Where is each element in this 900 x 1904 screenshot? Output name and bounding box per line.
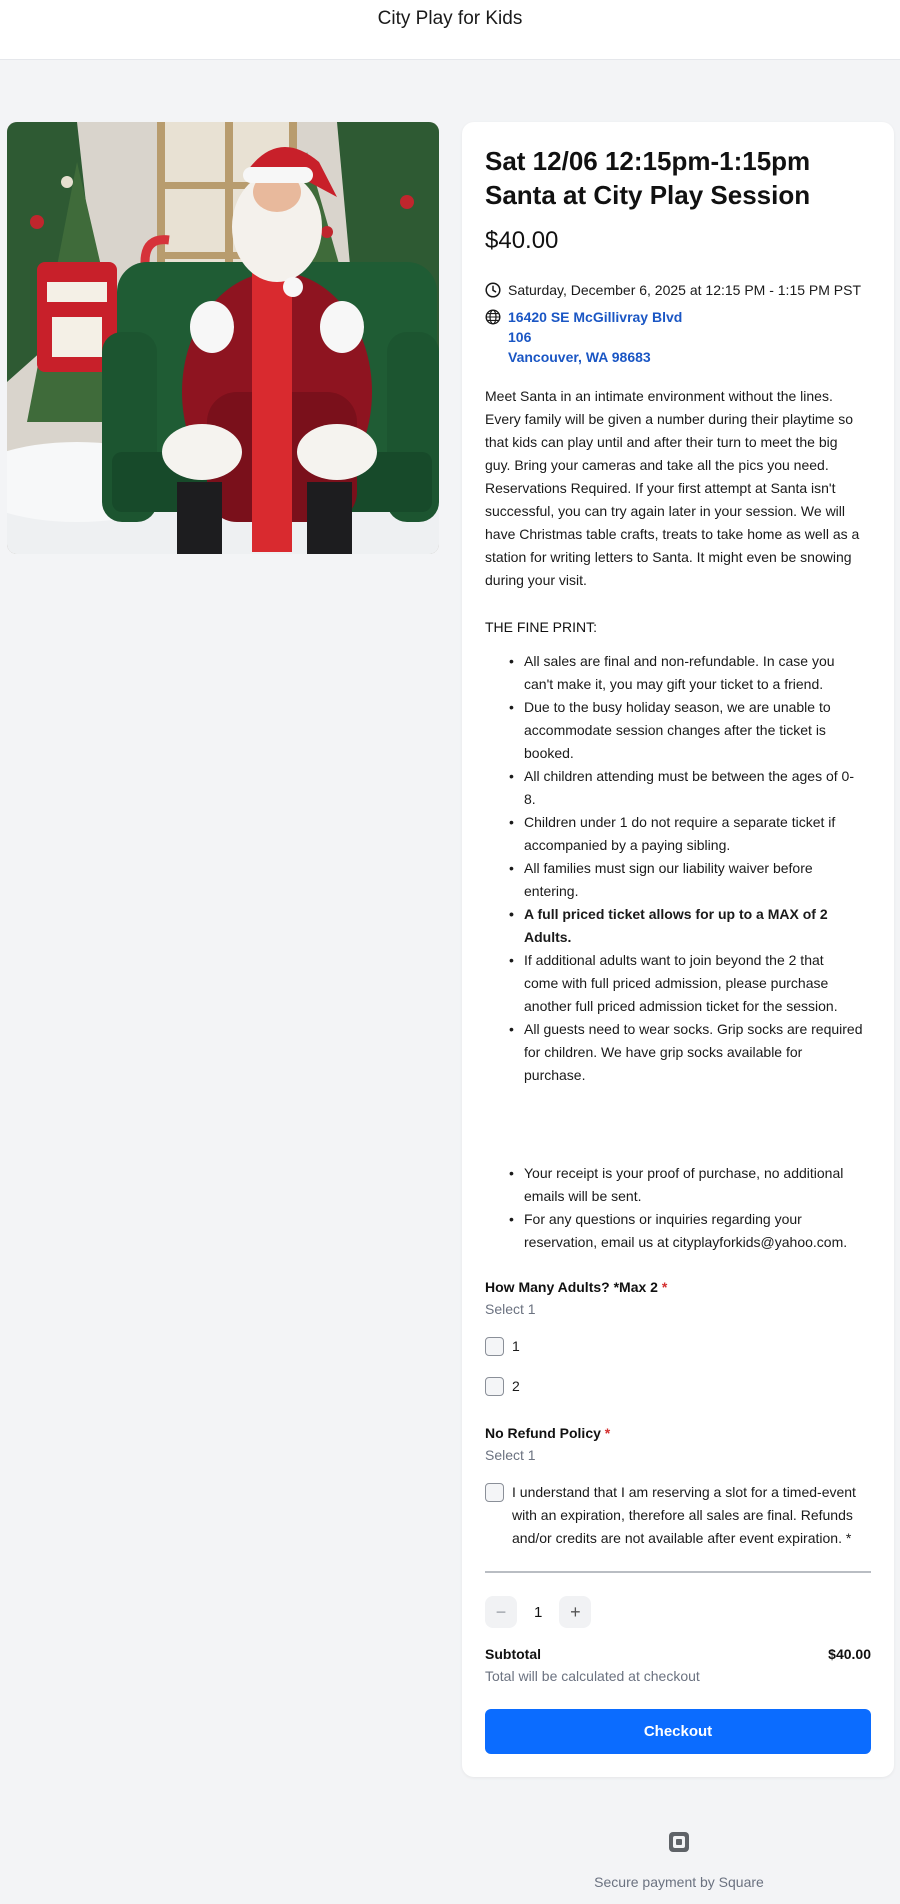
policy-question-text: No Refund Policy [485, 1425, 601, 1441]
fine-print-line: accommodate session changes after the ticket is [524, 722, 826, 738]
product-card [462, 122, 894, 1777]
event-title-line: Santa at City Play Session [485, 180, 811, 210]
fine-print-line: reservation, email us at cityplayforkids@yahoo.com. [524, 1234, 848, 1250]
fine-print-line: for children. We have grip socks available for [524, 1044, 803, 1060]
quantity-value: 1 [534, 1603, 543, 1621]
fine-print-line: can't make it, you may gift your ticket to a friend. [524, 676, 824, 692]
fine-print-item [485, 857, 871, 903]
fine-print-line: entering. [524, 883, 579, 899]
policy-option-label [512, 1481, 870, 1550]
quantity-stepper [485, 1596, 591, 1628]
plus-icon: + [570, 1602, 581, 1622]
fine-print-line: • All guests need to wear socks. Grip socks are required [524, 1021, 863, 1037]
adults-option-2-label: 2 [512, 1378, 520, 1394]
description-line: have Christmas table crafts, treats to take home as well as a [485, 526, 860, 542]
policy-line: I understand that I am reserving a slot for a timed-event [512, 1484, 856, 1500]
decrease-quantity-button[interactable] [485, 1596, 517, 1628]
fine-print-item [485, 1162, 871, 1208]
address-link[interactable] [508, 307, 682, 367]
fine-print-line: • If additional adults want to join beyond the 2 that [524, 952, 824, 968]
policy-checkbox[interactable] [485, 1483, 504, 1502]
address-line: 106 [508, 329, 532, 345]
event-datetime [485, 280, 861, 300]
adults-option-1-checkbox[interactable] [485, 1337, 504, 1356]
fine-print-line: • Your receipt is your proof of purchase, no additional [524, 1165, 844, 1181]
policy-option[interactable] [485, 1483, 870, 1550]
address-line: Vancouver, WA 98683 [508, 349, 651, 365]
adults-question-hint: Select 1 [485, 1301, 536, 1317]
fine-print-line: another full priced admission ticket for the session. [524, 998, 838, 1014]
description-line: that kids can play until and after their turn to meet the big [485, 434, 838, 450]
fine-print-line: come with full priced admission, please purchase [524, 975, 829, 991]
fine-print-line: • Children under 1 do not require a separate ticket if [524, 814, 836, 830]
section-divider [485, 1571, 871, 1573]
fine-print-line: • Due to the busy holiday season, we are unable to [524, 699, 831, 715]
adults-question-text: How Many Adults? *Max 2 [485, 1279, 658, 1295]
event-datetime-text: Saturday, December 6, 2025 at 12:15 PM - 1:15 PM PST [508, 282, 862, 298]
address-line: 16420 SE McGillivray Blvd [508, 309, 683, 325]
fine-print-line: booked. [524, 745, 574, 761]
fine-print-line: • All families must sign our liability waiver before [524, 860, 813, 876]
globe-icon [485, 309, 501, 325]
fine-print-item [485, 1208, 871, 1254]
fine-print-line: • For any questions or inquiries regarding your [524, 1211, 802, 1227]
fine-print-item [485, 811, 871, 857]
fine-print-line: 8. [524, 791, 536, 807]
adults-question-label [485, 1277, 667, 1297]
policy-line: and/or credits are not available after event expiration. * [512, 1530, 852, 1546]
subtotal-note: Total will be calculated at checkout [485, 1668, 700, 1684]
description-line: during your visit. [485, 572, 587, 588]
subtotal-label: Subtotal [485, 1646, 541, 1662]
checkout-button[interactable]: Checkout [485, 1709, 871, 1754]
description-line: successful, you can try again later in your session. We will [485, 503, 846, 519]
adults-option-2-checkbox[interactable] [485, 1377, 504, 1396]
fine-print-item [485, 765, 871, 811]
fine-print-line: • All sales are final and non-refundable. In case you [524, 653, 835, 669]
required-marker: * [661, 1279, 668, 1295]
policy-line: with an expiration, therefore all sales are final. Refunds [512, 1507, 853, 1523]
event-title [485, 144, 871, 212]
fine-print-line: purchase. [524, 1067, 586, 1083]
fine-print-line: emails will be sent. [524, 1188, 642, 1204]
description-line: Reservations Required. If your first attempt at Santa isn't [485, 480, 836, 496]
event-address [485, 307, 682, 367]
adults-option-1[interactable] [485, 1337, 520, 1356]
fine-print-list-secondary [485, 1162, 871, 1254]
square-logo-icon [668, 1831, 690, 1853]
fine-print-line: accompanied by a paying sibling. [524, 837, 731, 853]
price: $40.00 [485, 227, 559, 254]
clock-icon [485, 282, 501, 298]
fine-print-list [485, 650, 871, 1087]
fine-print-item [485, 650, 871, 696]
adults-option-2[interactable] [485, 1377, 520, 1396]
event-title-line: Sat 12/06 12:15pm-1:15pm [485, 146, 811, 176]
description-line: station for writing letters to Santa. It might even be snowing [485, 549, 852, 565]
description-line: Meet Santa in an intimate environment without the lines. [485, 388, 833, 404]
fine-print-item [485, 1018, 871, 1087]
fine-print-heading: THE FINE PRINT: [485, 619, 598, 635]
description-line: guy. Bring your cameras and take all the pics you need. [485, 457, 829, 473]
increase-quantity-button[interactable] [559, 1596, 591, 1628]
site-header [0, 0, 900, 60]
secure-payment-note: Secure payment by Square [594, 1874, 764, 1890]
adults-option-1-label: 1 [512, 1338, 520, 1354]
event-description [485, 385, 871, 592]
fine-print-item [485, 949, 871, 1018]
product-image [7, 122, 439, 554]
fine-print-line: Adults. [524, 929, 572, 945]
policy-question-hint: Select 1 [485, 1447, 536, 1463]
fine-print-item [485, 696, 871, 765]
fine-print-item-emphasis [485, 903, 871, 949]
fine-print-line: • All children attending must be between the ages of 0- [524, 768, 854, 784]
store-name[interactable]: City Play for Kids [377, 8, 523, 29]
description-line: Every family will be given a number during their playtime so [485, 411, 854, 427]
subtotal-value: $40.00 [828, 1646, 871, 1662]
minus-icon: − [495, 1602, 507, 1622]
policy-question-label [485, 1423, 610, 1443]
fine-print-line: • A full priced ticket allows for up to a MAX of 2 [524, 906, 828, 922]
required-marker: * [604, 1425, 611, 1441]
